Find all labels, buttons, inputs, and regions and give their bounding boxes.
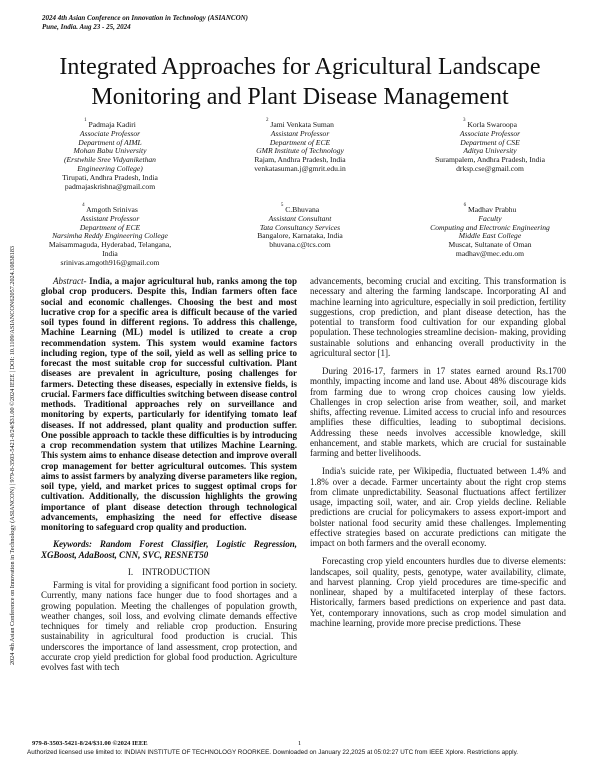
author-email: srinivas.amgoth916@gmail.com	[60, 257, 160, 267]
author-affiliation	[398, 203, 582, 259]
keywords: Keywords: Random Forest Classifier, Logistic Regression, XGBoost, AdaBoost, CNN, SVC, RESNET50	[41, 539, 297, 560]
author-number: 2	[266, 118, 269, 123]
author-affiliation-line: Department of ECE	[269, 137, 331, 147]
author-affiliation	[18, 203, 202, 268]
author-location: Rajam, Andhra Pradesh, India	[254, 155, 346, 165]
author-email: madhav@mec.edu.om	[455, 248, 525, 258]
author-location: Tirupati, Andhra Pradesh, India	[62, 172, 158, 182]
intro-paragraph-continued: advancements, becoming crucial and exciting. This transformation is necessary and altering the farming landscape. Incorporating AI and machine learning into agriculture, especially in soil prediction, fertility suggestions, crop prediction, and plant disease detection, has the potential to transform food cultivation for our expanding global population. These technologies streamline decision- making, providing sustainable solutions and enhancing overall productivity in the agricultural sector [1].	[310, 276, 566, 358]
author-location: India	[102, 248, 118, 258]
page-number: 1	[298, 740, 302, 747]
author-affiliation-line: Tata Consultancy Services	[259, 222, 341, 232]
author-affiliation-line: Engineering College)	[77, 163, 143, 173]
author-affiliation-line: Department of ECE	[79, 222, 141, 232]
author-number: 6	[463, 203, 467, 208]
author-affiliation-line: Assistant Professor	[80, 213, 140, 223]
abstract	[41, 276, 297, 532]
abstract-label: Abstract-	[53, 276, 87, 286]
author-affiliation-line: Assistant Consultant	[268, 213, 332, 223]
author-affiliation-line: Associate Professor	[459, 128, 521, 138]
author-email: venkatasuman.j@gmrit.edu.in	[254, 163, 346, 173]
author-location: Muscat, Sultanate of Oman	[448, 240, 532, 250]
author-affiliation-line: Faculty	[478, 213, 502, 223]
section-heading-introduction: I. INTRODUCTION	[127, 566, 211, 577]
author-name-text: Amgoth Srinivas	[86, 205, 138, 214]
left-column	[41, 276, 297, 672]
author-affiliation-line: Aditya University	[463, 146, 517, 156]
author-affiliation-line: Mohan Babu University	[73, 146, 147, 156]
author-name-text: Jami Venkata Suman	[270, 120, 334, 129]
intro-paragraph: Farming is vital for providing a significant food portion in society. Currently, many nations face hunger due to food shortages and a growing population. Meeting the challenges of population growth, weather changes, soil loss, and evolving climate demands effective techniques for timely and reliable crop production. Ensuring sustainability in agricultural food production is crucial. This underscores the importance of land assessment, crop protection, and accurate crop yield prediction for global food production. Agriculture evolves fast with tech	[41, 580, 297, 672]
author-affiliation	[398, 118, 582, 174]
author-number: 5	[280, 203, 284, 208]
intro-paragraph: During 2016-17, farmers in 17 states earned around Rs.1700 monthly, impacting income and land use. About 48% discourage kids from farming due to wrong crop choices causing low yields. Challenges in crop selection arise from weather, soil, and market shifts, affecting revenue. Limited access to crucial info and resources amplifies these difficulties, leading to suboptimal decisions. Addressing these needs involves accessible knowledge, skill enhancement, and stable markets, which are crucial for sustainable farming and better livelihoods.	[310, 366, 566, 458]
paper-title	[0, 52, 600, 112]
author-number: 4	[82, 203, 85, 208]
author-location: Surampalem, Andhra Pradesh, India	[435, 155, 545, 165]
abstract-text: India, a major agricultural hub, ranks among the top global crop producers. Despite this, Indian farmers often face social and economic challenges. Choosing the best and most lucrative crop for a specific area is difficult because of the varied soil types found in different regions. To address this challenge, Machine Learning (ML) model is utilized to create a crop recommendation system. This system would examine factors including region, type of the soil, yield as well as selling price to forecast the most suitable crop for successful cultivation. Plant diseases are prevalent in agriculture, posing challenges for farmers. Detecting these diseases, especially in extensive fields, is crucial. Farmers face difficulties switching between disease control methods. Traditional approaches rely on surveillance and monitoring by experts, particularly for identifying tomato leaf diseases. If not addressed, plant quality and production suffer. One possible approach to tackle these difficulties is by introducing a crop recommendation system that utilizes Machine Learning. This system aims to enhance disease detection and improve overall crop management for better agricultural outcomes. This system aims to assist farmers by analyzing diverse parameters like region, soil type, yield, and market prices to suggest optimal crops for cultivation. Additionally, the discussion highlights the growing importance of plant disease detection through technological advancements, emphasizing the need for effective disease monitoring to safeguard crop quality and production.	[41, 276, 297, 532]
author-affiliation	[208, 203, 392, 250]
right-column	[310, 276, 566, 628]
author-affiliation-line: Middle East College	[458, 231, 522, 241]
author-affiliation-line: Computing and Electronic Engineering	[430, 222, 550, 232]
author-number: 1	[84, 118, 87, 123]
author-email: padmajaskrishna@gmail.com	[64, 181, 156, 191]
author-affiliation-line: (Erstwhile Sree Vidyanikethan	[64, 155, 156, 165]
sidebar-doi-stamp: 2024 4th Asian Conference on Innovation in Technology (ASIANCON) | 979-8-3503-5421-8/24/$31.00 ©2024 IEEE | DOI: 10.1109/ASIANCON62057.2024.10838183	[9, 245, 16, 665]
author-name-text: C.Bhuvana	[285, 205, 320, 214]
author-name-text: Korla Swaroopa	[467, 120, 517, 129]
author-location: Bangalore, Karnataka, India	[257, 231, 343, 241]
intro-paragraph: Forecasting crop yield encounters hurdles due to diverse elements: landscapes, soil quality, pests, genotype, water availability, climate, and harvest planning. Crop yield procedures are time-specific and nonlinear, shaped by a multifaceted interplay of these factors. Historically, farmers based predictions on experience and past data. Yet, contemporary innovations, such as crop model simulation and machine learning, provide more precise predictions. These	[310, 556, 566, 628]
author-email: drksp.cse@gmail.com	[456, 163, 524, 173]
conference-header	[42, 14, 248, 32]
author-affiliation-line: GMR Institute of Technology	[256, 146, 344, 156]
author-affiliation-line: Associate Professor	[79, 128, 141, 138]
footer-license: Authorized licensed use limited to: INDIAN INSTITUTE OF TECHNOLOGY ROORKEE. Downloaded on January 22,2025 at 05:02:27 UTC from IEEE Xplore. Restrictions apply.	[27, 749, 519, 756]
author-affiliation	[208, 118, 392, 174]
intro-paragraph: India's suicide rate, per Wikipedia, fluctuated between 1.4% and 1.8% over a decade. Farmer uncertainty about the right crop stems from climate unpredictability. Seasonal fluctuations affect fertilizer usage, impacting soil, water, and air. Crop yields decline. Reliable predictions are crucial for policymakers to assess export-import and bolster national food security amid these challenges. Implementing effective strategies based on accurate predictions can mitigate the impact on both farmers and the overall economy.	[310, 466, 566, 548]
conference-name: 2024 4th Asian Conference on Innovation in Technology (ASIANCON)	[42, 14, 249, 22]
title-line: Integrated Approaches for Agricultural Landscape	[59, 54, 541, 80]
author-name-text: Padmaja Kadiri	[88, 120, 136, 129]
title-line: Monitoring and Plant Disease Management	[91, 84, 509, 110]
footer-copyright: 979-8-3503-5421-8/24/$31.00 ©2024 IEEE	[32, 740, 148, 747]
author-name-text: Madhav Prabhu	[468, 205, 517, 214]
author-email: bhuvana.c@tcs.com	[269, 240, 331, 250]
author-affiliation-line: Narsimha Reddy Engineering College	[52, 231, 168, 241]
author-affiliation-line: Department of CSE	[460, 137, 520, 147]
author-number: 3	[463, 118, 466, 123]
author-affiliation-line: Department of AIML	[78, 137, 142, 147]
author-affiliation-line: Assistant Professor	[270, 128, 330, 138]
author-location: Maisammaguda, Hyderabad, Telangana,	[48, 240, 172, 250]
author-affiliation	[18, 118, 202, 191]
conference-location-date: Pune, India. Aug 23 - 25, 2024	[42, 23, 131, 31]
